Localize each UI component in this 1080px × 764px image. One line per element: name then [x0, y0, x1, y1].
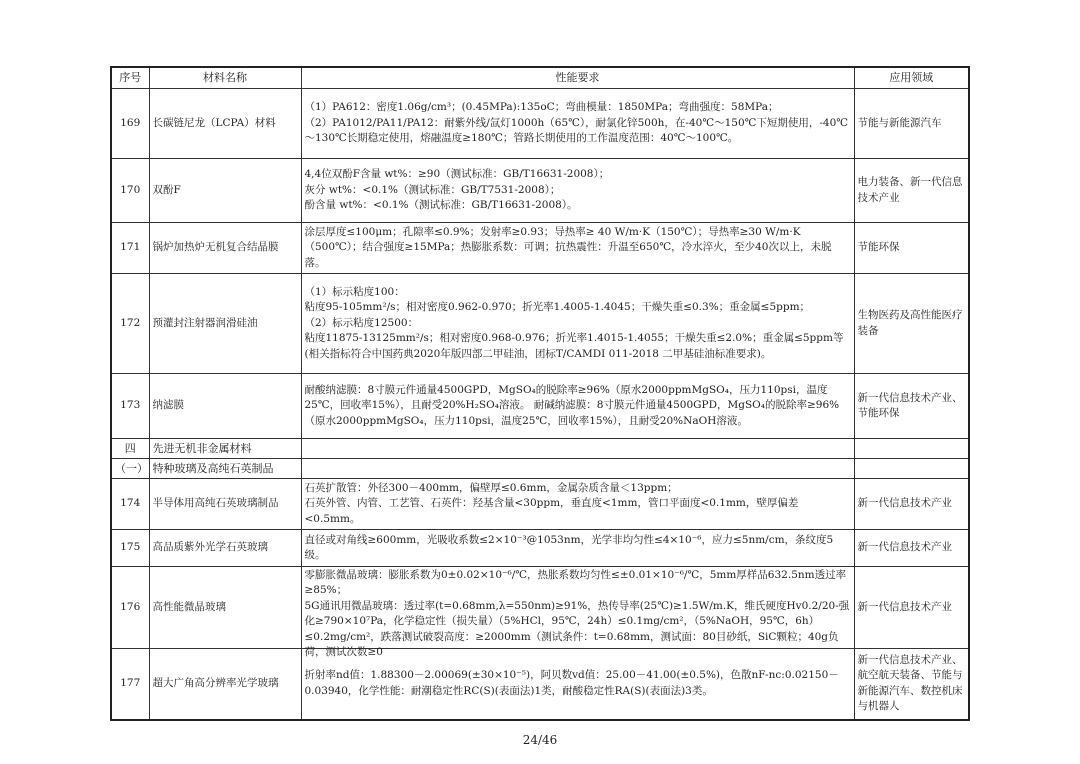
performance-requirements: [301, 223, 854, 274]
performance-line: （1）标示粘度100：: [304, 285, 405, 298]
material-name: 半导体用高纯石英玻璃制品: [149, 479, 301, 530]
performance-line: 粘度11875-13125mm²/s；相对密度0.968-0.976；折光率1.4015-1.4055；干燥失重≤2.0%；重金属≤5ppm等(相关指标符合中国药典2020年版四部二甲硅油，团标T/CAMDI 011-2018 二甲基硅油标准要求)。: [304, 332, 844, 360]
table-row: [111, 567, 969, 649]
application-field: 电力装备、新一代信息技术产业: [854, 159, 969, 223]
row-number: 172: [111, 274, 149, 374]
application-field: 新一代信息技术产业、航空航天装备、节能与新能源汽车、数控机床与机器人: [854, 649, 969, 720]
page-number: 24/46: [522, 733, 558, 747]
material-name: 预灌封注射器润滑硅油: [149, 274, 301, 374]
section-title: 先进无机非金属材料: [149, 439, 301, 459]
section-title: 特种玻璃及高纯石英制品: [149, 459, 301, 479]
material-name: 纳滤膜: [149, 374, 301, 439]
application-field: 新一代信息技术产业: [854, 479, 969, 530]
empty-cell: [301, 459, 854, 479]
application-field: 新一代信息技术产业: [854, 567, 969, 649]
table-header-row: [111, 67, 969, 89]
row-number: 173: [111, 374, 149, 439]
table-row: [111, 89, 969, 159]
row-number: 171: [111, 223, 149, 274]
section-number: 四: [111, 439, 149, 459]
performance-line: 耐酸纳滤膜：8寸膜元件通量4500GPD，MgSO₄的脱除率≥96%（原水2000ppmMgSO₄，压力110psi，温度25℃，回收率15%），且耐受20%H₂SO₄溶液。 耐碱纳滤膜：8寸膜元件通量4500GPD，MgSO₄的脱除率≥96%（原水2000ppmMgSO₄，压力110psi，温度25℃，回收率15%），且耐受20%NaOH溶液。: [304, 383, 840, 427]
section-row: [111, 459, 969, 479]
materials-table: [110, 66, 970, 721]
application-field: 新一代信息技术产业: [854, 530, 969, 567]
performance-requirements: [301, 530, 854, 567]
performance-requirements: [301, 89, 854, 159]
table-row: [111, 274, 969, 374]
material-name: 锅炉加热炉无机复合结晶膜: [149, 223, 301, 274]
table-row: [111, 223, 969, 274]
application-field: 新一代信息技术产业、节能环保: [854, 374, 969, 439]
performance-line: 粘度95-105mm²/s；相对密度0.962-0.970；折光率1.4005-1.4045；干燥失重≤0.3%；重金属≤5ppm；: [304, 301, 811, 314]
table-row: [111, 374, 969, 439]
performance-line: 5G通讯用微晶玻璃：透过率(t=0.68mm,λ=550nm)≥91%，热传导率(25℃)≥1.5W/m.K，维氏硬度Hv0.2/20-强化≥790×10⁷Pa，化学稳定性（损失量）（5%HCl，95℃，24h）≤0.1mg/cm²，（5%NaOH，95℃，6h）≤0.2mg/cm²，跌落测试破裂高度：≥2000mm（测试条件：t=0.68mm，测试面：80目砂纸，SiC颗粒；40g负荷，测试次数≥0: [304, 599, 850, 658]
table-row: [111, 530, 969, 567]
row-number: 175: [111, 530, 149, 567]
performance-line: （2）标示粘度12500：: [304, 316, 419, 329]
performance-line: 石英外管、内管、工艺管、石英件：羟基含量<30ppm，垂直度<1mm，管口平面度<0.1mm，壁厚偏差<0.5mm。: [304, 497, 799, 525]
performance-line: 酚含量 wt%：<0.1%（测试标准：GB/T16631-2008）。: [304, 199, 578, 212]
application-field: 节能与新能源汽车: [854, 89, 969, 159]
row-number: 170: [111, 159, 149, 223]
row-number: 174: [111, 479, 149, 530]
material-name: 高品质紫外光学石英玻璃: [149, 530, 301, 567]
material-name: 双酚F: [149, 159, 301, 223]
material-name: 长碳链尼龙（LCPA）材料: [149, 89, 301, 159]
header-application: 应用领域: [854, 67, 969, 89]
performance-line: 灰分 wt%：<0.1%（测试标准：GB/T7531-2008）；: [304, 183, 561, 196]
empty-cell: [854, 439, 969, 459]
table-row: [111, 649, 969, 720]
performance-line: （1）PA612：密度1.06g/cm³；(0.45MPa):135oC；弯曲模量：1850MPa；弯曲强度：58MPa；: [304, 101, 779, 114]
performance-line: （2）PA1012/PA11/PA12：耐紫外线/氙灯1000h（65℃），耐氯化锌500h，在-40℃～150℃下短期使用，-40℃～130℃长期稳定使用，熔融温度≥180℃；管路长期使用的工作温度范围：40℃～100℃。: [304, 116, 849, 145]
header-performance: 性能要求: [301, 67, 854, 89]
performance-requirements: [301, 274, 854, 374]
performance-line: 涂层厚度≤100μm；孔隙率≤0.9%；发射率≥0.93；导热率≥ 40 W/m·K（150℃）；导热率≥30 W/m·K（500℃）；结合强度≥15MPa；热膨胀系数：可调；抗热震性：升温至650℃，冷水淬火，至少40次以上，未脱落。: [304, 225, 832, 269]
material-name: 高性能微晶玻璃: [149, 567, 301, 649]
application-field: 节能环保: [854, 223, 969, 274]
performance-line: 4,4位双酚F含量 wt%：≥90（测试标准：GB/T16631-2008）；: [304, 168, 610, 181]
row-number: 176: [111, 567, 149, 649]
section-row: [111, 439, 969, 459]
header-material-name: 材料名称: [149, 67, 301, 89]
row-number: 177: [111, 649, 149, 720]
header-seq: 序号: [111, 67, 149, 89]
table-row: [111, 479, 969, 530]
performance-line: 直径或对角线≥600mm，光吸收系数≤2×10⁻³@1053nm，光学非均匀性≤4×10⁻⁶，应力≤5nm/cm，条纹度5级。: [304, 533, 834, 561]
performance-line: 零膨胀微晶玻璃：膨胀系数为0±0.02×10⁻⁶/℃，热胀系数均匀性≤±0.01×10⁻⁶/℃，5mm厚样品632.5nm透过率≥85%；: [304, 568, 847, 596]
material-name: 超大广角高分辨率光学玻璃: [149, 649, 301, 720]
performance-requirements: [301, 649, 854, 720]
table-row: [111, 159, 969, 223]
performance-requirements: [301, 479, 854, 530]
empty-cell: [301, 439, 854, 459]
row-number: 169: [111, 89, 149, 159]
section-number: （一）: [111, 459, 149, 479]
performance-line: 折射率nd值：1.88300－2.00069(±30×10⁻⁵)，阿贝数vd值：25.00－41.00(±0.5%)，色散nF-nc:0.02150－0.03940，化学性能：耐潮稳定性RC(S)(表面法)1类，耐酸稳定性RA(S)(表面法)3类。: [304, 669, 839, 697]
performance-requirements: [301, 159, 854, 223]
application-field: 生物医药及高性能医疗装备: [854, 274, 969, 374]
empty-cell: [854, 459, 969, 479]
performance-requirements: [301, 567, 854, 658]
performance-line: 石英扩散管：外径300－400mm，偏壁厚≤0.6mm，金属杂质含量＜13ppm；: [304, 481, 678, 494]
performance-requirements: [301, 374, 854, 439]
